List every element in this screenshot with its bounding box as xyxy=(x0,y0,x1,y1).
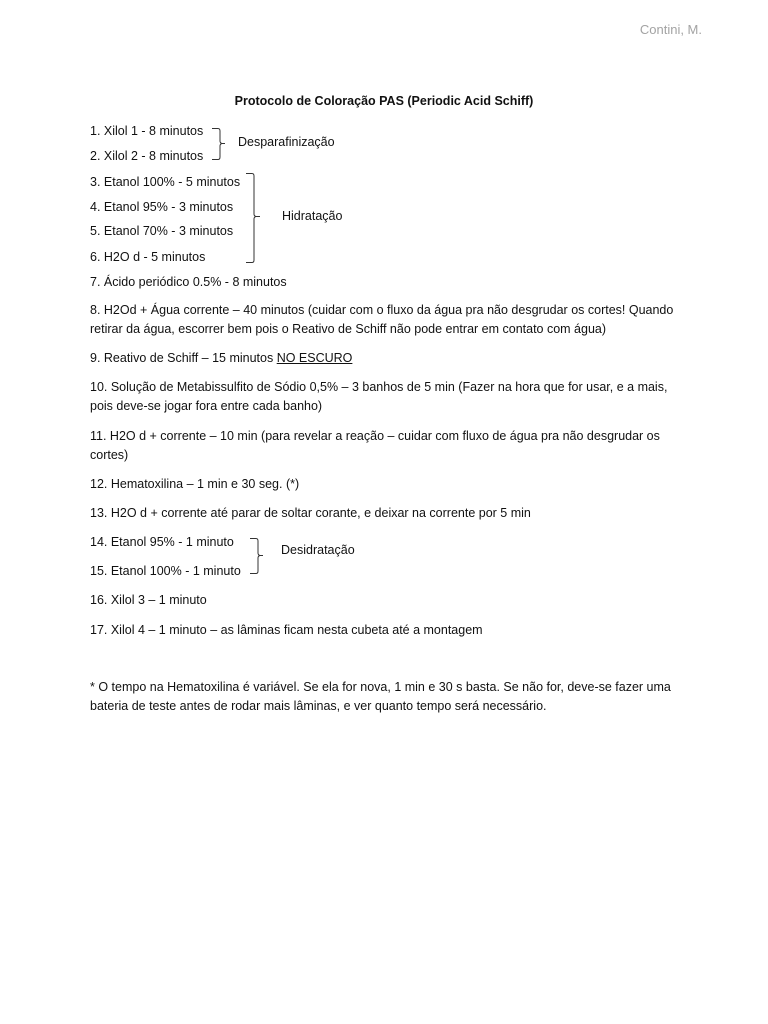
step-10: 10. Solução de Metabissulfito de Sódio 0,5% – 3 banhos de 5 min (Fazer na hora que for usar, e a mais, pois deve-se jogar fora entre cada banho) xyxy=(90,380,668,413)
step-4: 4. Etanol 95% - 3 minutos xyxy=(90,200,234,214)
step-11: 11. H2O d + corrente – 10 min (para revelar a reação – cuidar com fluxo de água pra não desgrudar os cortes) xyxy=(90,429,660,462)
step-17: 17. Xilol 4 – 1 minuto – as lâminas ficam nesta cubeta até a montagem xyxy=(90,623,483,637)
brace-desparafinizacao xyxy=(212,128,228,164)
step-7: 7. Ácido periódico 0.5% - 8 minutos xyxy=(90,275,287,289)
step-2: 2. Xilol 2 - 8 minutos xyxy=(90,149,204,163)
step-9-emphasis: NO ESCURO xyxy=(276,351,353,365)
step-3: 3. Etanol 100% - 5 minutos xyxy=(90,175,241,189)
step-14: 14. Etanol 95% - 1 minuto xyxy=(90,535,234,549)
brace-desidratacao xyxy=(250,538,266,576)
step-12: 12. Hematoxilina – 1 min e 30 seg. (*) xyxy=(90,477,300,491)
footnote: * O tempo na Hematoxilina é variável. Se ela for nova, 1 min e 30 s basta. Se não for, deve-se fazer uma bateria de teste antes de rodar mais lâminas, e ver quanto tempo será necessário. xyxy=(90,680,671,713)
author-name: Contini, M. xyxy=(639,22,702,37)
step-16: 16. Xilol 3 – 1 minuto xyxy=(90,593,207,607)
step-5: 5. Etanol 70% - 3 minutos xyxy=(90,224,234,238)
group-label-desparafinizacao: Desparafinização xyxy=(238,135,335,149)
step-9-text: 9. Reativo de Schiff – 15 minutos xyxy=(90,351,277,365)
group-label-desidratacao: Desidratação xyxy=(281,543,355,557)
step-1: 1. Xilol 1 - 8 minutos xyxy=(90,124,204,138)
document-title: Protocolo de Coloração PAS (Periodic Acid Schiff) xyxy=(234,94,534,108)
step-6: 6. H2O d - 5 minutos xyxy=(90,250,206,264)
step-8: 8. H2Od + Água corrente – 40 minutos (cuidar com o fluxo da água pra não desgrudar os cortes! Quando retirar da água, escorrer bem pois o Reativo de Schiff não pode entrar em contato com água) xyxy=(90,303,674,336)
brace-hidratacao xyxy=(246,173,264,265)
step-9 xyxy=(90,349,690,368)
step-15: 15. Etanol 100% - 1 minuto xyxy=(90,564,241,578)
step-13: 13. H2O d + corrente até parar de soltar corante, e deixar na corrente por 5 min xyxy=(90,506,531,520)
group-label-hidratacao: Hidratação xyxy=(282,209,343,223)
